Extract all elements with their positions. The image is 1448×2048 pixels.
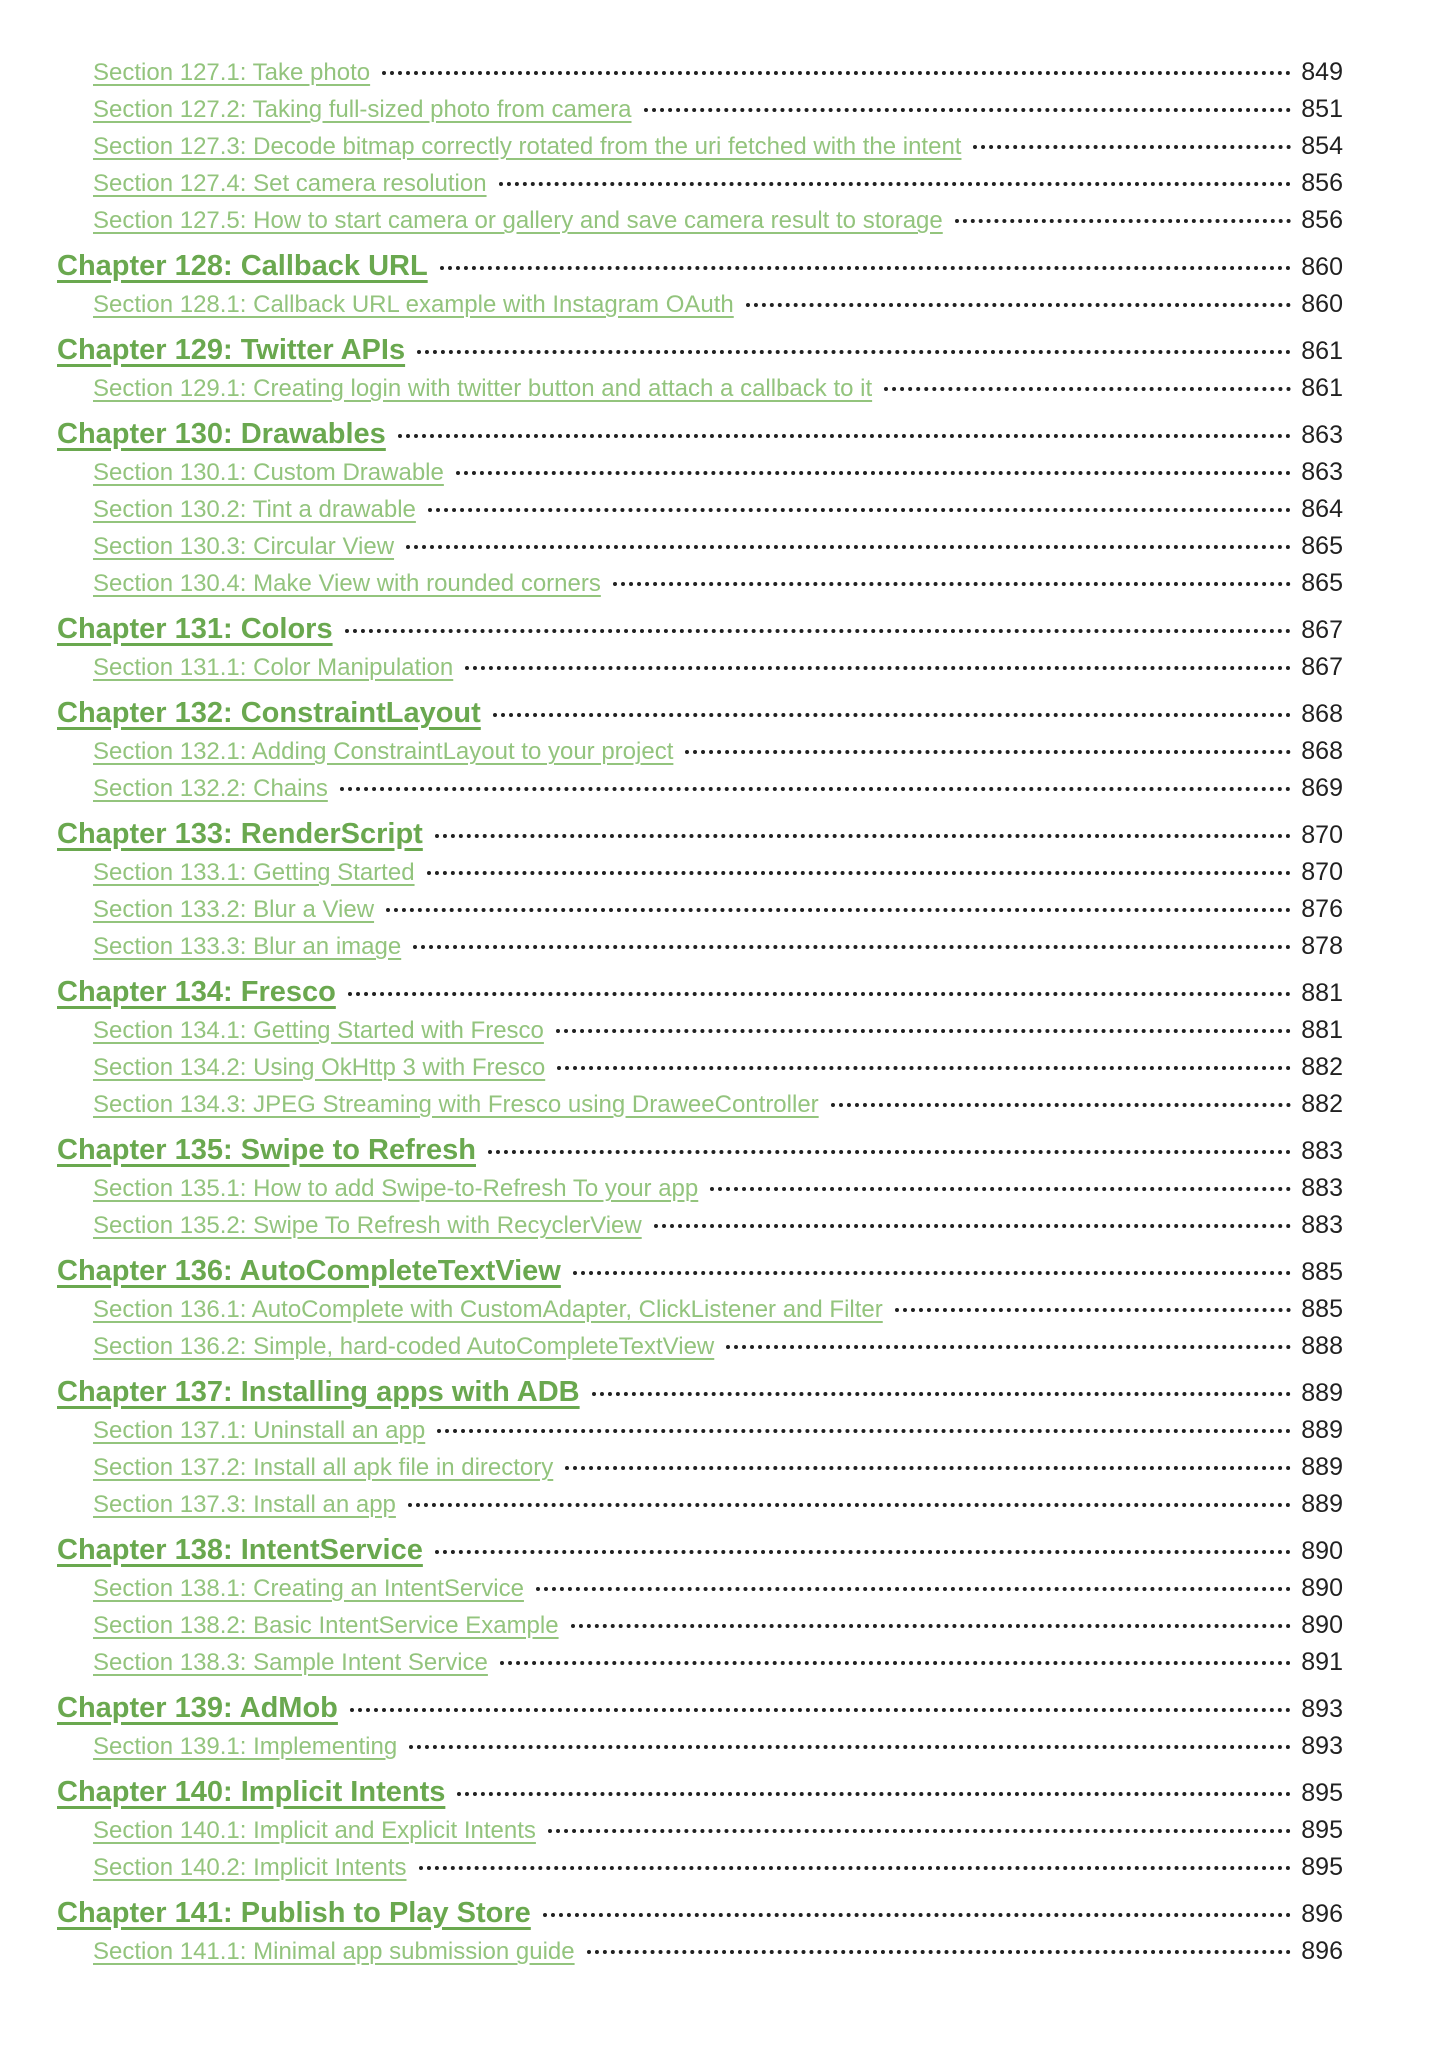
dotted-leader (382, 71, 1291, 75)
dotted-leader (428, 508, 1291, 512)
toc-section-link[interactable]: Section 138.2: Basic IntentService Example (93, 1612, 559, 1639)
toc-chapter-link[interactable]: Chapter 141: Publish to Play Store (57, 1897, 531, 1929)
dotted-leader (613, 582, 1291, 586)
toc-section-row (57, 1853, 1343, 1890)
toc-chapter-row (57, 250, 1343, 290)
dotted-leader (345, 629, 1292, 633)
toc-section-row (57, 1332, 1343, 1369)
toc-chapter-link[interactable]: Chapter 133: RenderScript (57, 818, 423, 850)
dotted-leader (831, 1103, 1292, 1107)
toc-section-link[interactable]: Section 132.1: Adding ConstraintLayout to your project (93, 738, 674, 765)
page-number: 883 (1301, 1174, 1343, 1202)
toc-section-row (57, 1053, 1343, 1090)
toc-section-link[interactable]: Section 127.1: Take photo (93, 59, 371, 86)
toc-chapter-link[interactable]: Chapter 135: Swipe to Refresh (57, 1134, 476, 1166)
toc-section-link[interactable]: Section 130.1: Custom Drawable (93, 459, 444, 486)
toc-section-row (57, 169, 1343, 206)
dotted-leader (398, 434, 1291, 438)
toc-section-link[interactable]: Section 133.2: Blur a View (93, 896, 375, 923)
toc-chapter-row (57, 418, 1343, 458)
dotted-leader (543, 1913, 1291, 1917)
page-number: 893 (1301, 1695, 1343, 1723)
page-number: 895 (1301, 1779, 1343, 1807)
page-number: 868 (1301, 737, 1343, 765)
toc-chapter-link[interactable]: Chapter 138: IntentService (57, 1534, 423, 1566)
dotted-leader (557, 1066, 1291, 1070)
toc-section-row (57, 569, 1343, 606)
page-number: 865 (1301, 569, 1343, 597)
dotted-leader (746, 303, 1292, 307)
dotted-leader (488, 1150, 1291, 1154)
toc-chapter-link[interactable]: Chapter 137: Installing apps with ADB (57, 1376, 580, 1408)
toc-chapter-row (57, 697, 1343, 737)
dotted-leader (556, 1029, 1291, 1033)
dotted-leader (435, 1550, 1291, 1554)
toc-chapter-link[interactable]: Chapter 132: ConstraintLayout (57, 697, 481, 729)
dotted-leader (654, 1224, 1292, 1228)
toc-section-row (57, 458, 1343, 495)
toc-section-link[interactable]: Section 138.3: Sample Intent Service (93, 1649, 488, 1676)
toc-chapter-link[interactable]: Chapter 131: Colors (57, 613, 333, 645)
toc-section-link[interactable]: Section 140.2: Implicit Intents (93, 1854, 407, 1881)
toc-section-row (57, 1574, 1343, 1611)
toc-section-row (57, 737, 1343, 774)
page-number: 890 (1301, 1537, 1343, 1565)
toc-chapter-link[interactable]: Chapter 134: Fresco (57, 976, 336, 1008)
page-number: 849 (1301, 58, 1343, 86)
page-number: 889 (1301, 1490, 1343, 1518)
dotted-leader (592, 1392, 1292, 1396)
toc-chapter-link[interactable]: Chapter 129: Twitter APIs (57, 334, 406, 366)
dotted-leader (573, 1271, 1291, 1275)
toc-section-row (57, 1174, 1343, 1211)
page-number: 863 (1301, 421, 1343, 449)
toc-section-link[interactable]: Section 140.1: Implicit and Explicit Intents (93, 1817, 536, 1844)
page-number: 865 (1301, 532, 1343, 560)
toc-section-link[interactable]: Section 137.1: Uninstall an app (93, 1417, 426, 1444)
toc-section-link[interactable]: Section 127.5: How to start camera or gallery and save camera result to storage (93, 207, 943, 234)
toc-section-row (57, 1016, 1343, 1053)
toc-section-link[interactable]: Section 135.1: How to add Swipe-to-Refresh To your app (93, 1175, 699, 1202)
page-number: 883 (1301, 1211, 1343, 1239)
dotted-leader (340, 787, 1291, 791)
dotted-leader (435, 834, 1291, 838)
page-number: 889 (1301, 1379, 1343, 1407)
dotted-leader (973, 145, 1291, 149)
page-number: 890 (1301, 1574, 1343, 1602)
toc-section-row (57, 495, 1343, 532)
page-number: 864 (1301, 495, 1343, 523)
toc-section-link[interactable]: Section 131.1: Color Manipulation (93, 654, 454, 681)
toc-chapter-row (57, 1692, 1343, 1732)
toc-section-link[interactable]: Section 127.4: Set camera resolution (93, 170, 487, 197)
toc-section-link[interactable]: Section 133.1: Getting Started (93, 859, 415, 886)
dotted-leader (685, 750, 1291, 754)
page-number: 867 (1301, 616, 1343, 644)
page-number: 856 (1301, 206, 1343, 234)
page-number: 895 (1301, 1853, 1343, 1881)
dotted-leader (587, 1950, 1292, 1954)
toc-section-row (57, 774, 1343, 811)
page-number: 870 (1301, 858, 1343, 886)
dotted-leader (408, 1503, 1291, 1507)
page-number: 893 (1301, 1732, 1343, 1760)
toc-chapter-link[interactable]: Chapter 130: Drawables (57, 418, 386, 450)
toc-section-link[interactable]: Section 132.2: Chains (93, 775, 328, 802)
toc-chapter-row (57, 1897, 1343, 1937)
toc-chapter-link[interactable]: Chapter 128: Callback URL (57, 250, 428, 282)
toc-chapter-row (57, 818, 1343, 858)
page-number: 876 (1301, 895, 1343, 923)
toc-section-link[interactable]: Section 137.3: Install an app (93, 1491, 396, 1518)
toc-section-row (57, 132, 1343, 169)
dotted-leader (644, 108, 1292, 112)
toc-section-link[interactable]: Section 130.4: Make View with rounded corners (93, 570, 601, 597)
page-number: 861 (1301, 337, 1343, 365)
dotted-leader (710, 1187, 1291, 1191)
page-number: 889 (1301, 1416, 1343, 1444)
toc-section-link[interactable]: Section 134.2: Using OkHttp 3 with Fresco (93, 1054, 546, 1081)
dotted-leader (500, 1661, 1291, 1665)
toc-section-link[interactable]: Section 133.3: Blur an image (93, 933, 402, 960)
toc-section-link[interactable]: Section 134.1: Getting Started with Fresco (93, 1017, 544, 1044)
toc-section-row (57, 206, 1343, 243)
toc-chapter-row (57, 1255, 1343, 1295)
toc-section-row (57, 58, 1343, 95)
toc-section-row (57, 1937, 1343, 1974)
toc-chapter-link[interactable]: Chapter 139: AdMob (57, 1692, 338, 1724)
page-number: 881 (1301, 1016, 1343, 1044)
toc-section-row (57, 532, 1343, 569)
toc-list (57, 58, 1343, 1974)
page-number: 883 (1301, 1137, 1343, 1165)
page-number: 888 (1301, 1332, 1343, 1360)
dotted-leader (457, 1792, 1291, 1796)
toc-section-row (57, 1732, 1343, 1769)
dotted-leader (536, 1587, 1291, 1591)
toc-section-row (57, 1490, 1343, 1527)
page-number: 882 (1301, 1090, 1343, 1118)
page-number: 867 (1301, 653, 1343, 681)
page-number: 890 (1301, 1611, 1343, 1639)
page-number: 889 (1301, 1453, 1343, 1481)
dotted-leader (895, 1308, 1292, 1312)
page-number: 895 (1301, 1816, 1343, 1844)
toc-chapter-row (57, 1776, 1343, 1816)
dotted-leader (726, 1345, 1291, 1349)
page-number: 878 (1301, 932, 1343, 960)
dotted-leader (419, 1866, 1292, 1870)
dotted-leader (386, 908, 1291, 912)
toc-section-link[interactable]: Section 139.1: Implementing (93, 1733, 398, 1760)
toc-chapter-link[interactable]: Chapter 140: Implicit Intents (57, 1776, 446, 1808)
toc-section-link[interactable]: Section 130.2: Tint a drawable (93, 496, 416, 523)
toc-section-link[interactable]: Section 134.3: JPEG Streaming with Fresco using DraweeController (93, 1091, 819, 1118)
dotted-leader (565, 1466, 1291, 1470)
toc-section-row (57, 858, 1343, 895)
toc-section-row (57, 895, 1343, 932)
toc-chapter-row (57, 1134, 1343, 1174)
toc-section-link[interactable]: Section 136.1: AutoComplete with CustomAdapter, ClickListener and Filter (93, 1296, 883, 1323)
page-number: 860 (1301, 290, 1343, 318)
page-number: 851 (1301, 95, 1343, 123)
dotted-leader (571, 1624, 1292, 1628)
dotted-leader (427, 871, 1292, 875)
toc-section-row (57, 1090, 1343, 1127)
dotted-leader (493, 713, 1291, 717)
toc-section-row (57, 1453, 1343, 1490)
page-number: 881 (1301, 979, 1343, 1007)
dotted-leader (350, 1708, 1291, 1712)
dotted-leader (406, 545, 1291, 549)
page-number: 896 (1301, 1937, 1343, 1965)
toc-section-row (57, 932, 1343, 969)
toc-section-row (57, 1648, 1343, 1685)
page-number: 870 (1301, 821, 1343, 849)
page-number: 891 (1301, 1648, 1343, 1676)
toc-section-link[interactable]: Section 136.2: Simple, hard-coded AutoCompleteTextView (93, 1333, 715, 1360)
page-number: 863 (1301, 458, 1343, 486)
dotted-leader (417, 350, 1291, 354)
toc-section-link[interactable]: Section 128.1: Callback URL example with Instagram OAuth (93, 291, 734, 318)
page-number: 856 (1301, 169, 1343, 197)
page-number: 868 (1301, 700, 1343, 728)
toc-section-row (57, 290, 1343, 327)
toc-chapter-row (57, 613, 1343, 653)
toc-section-row (57, 1211, 1343, 1248)
toc-section-link[interactable]: Section 141.1: Minimal app submission guide (93, 1938, 575, 1965)
dotted-leader (437, 1429, 1291, 1433)
toc-section-link[interactable]: Section 127.2: Taking full-sized photo from camera (93, 96, 632, 123)
dotted-leader (548, 1829, 1291, 1833)
page-number: 896 (1301, 1900, 1343, 1928)
toc-chapter-row (57, 1376, 1343, 1416)
page-number: 860 (1301, 253, 1343, 281)
page-number: 869 (1301, 774, 1343, 802)
page-number: 854 (1301, 132, 1343, 160)
dotted-leader (955, 219, 1292, 223)
dotted-leader (499, 182, 1292, 186)
toc-section-row (57, 1816, 1343, 1853)
toc-section-row (57, 95, 1343, 132)
toc-section-link[interactable]: Section 130.3: Circular View (93, 533, 395, 560)
toc-chapter-row (57, 334, 1343, 374)
toc-section-row (57, 653, 1343, 690)
page-number: 885 (1301, 1295, 1343, 1323)
toc-section-link[interactable]: Section 129.1: Creating login with twitter button and attach a callback to it (93, 375, 873, 402)
toc-section-link[interactable]: Section 127.3: Decode bitmap correctly rotated from the uri fetched with the intent (93, 133, 962, 160)
toc-section-row (57, 1611, 1343, 1648)
page-number: 861 (1301, 374, 1343, 402)
toc-section-row (57, 1295, 1343, 1332)
toc-section-link[interactable]: Section 137.2: Install all apk file in directory (93, 1454, 554, 1481)
dotted-leader (440, 266, 1292, 270)
page-number: 885 (1301, 1258, 1343, 1286)
toc-section-link[interactable]: Section 138.1: Creating an IntentService (93, 1575, 524, 1602)
dotted-leader (348, 992, 1291, 996)
dotted-leader (456, 471, 1291, 475)
dotted-leader (884, 387, 1291, 391)
toc-section-row (57, 1416, 1343, 1453)
dotted-leader (409, 1745, 1291, 1749)
dotted-leader (465, 666, 1291, 670)
toc-chapter-row (57, 1534, 1343, 1574)
toc-section-link[interactable]: Section 135.2: Swipe To Refresh with RecyclerView (93, 1212, 642, 1239)
toc-chapter-row (57, 976, 1343, 1016)
toc-section-row (57, 374, 1343, 411)
dotted-leader (413, 945, 1291, 949)
toc-chapter-link[interactable]: Chapter 136: AutoCompleteTextView (57, 1255, 561, 1287)
page-number: 882 (1301, 1053, 1343, 1081)
